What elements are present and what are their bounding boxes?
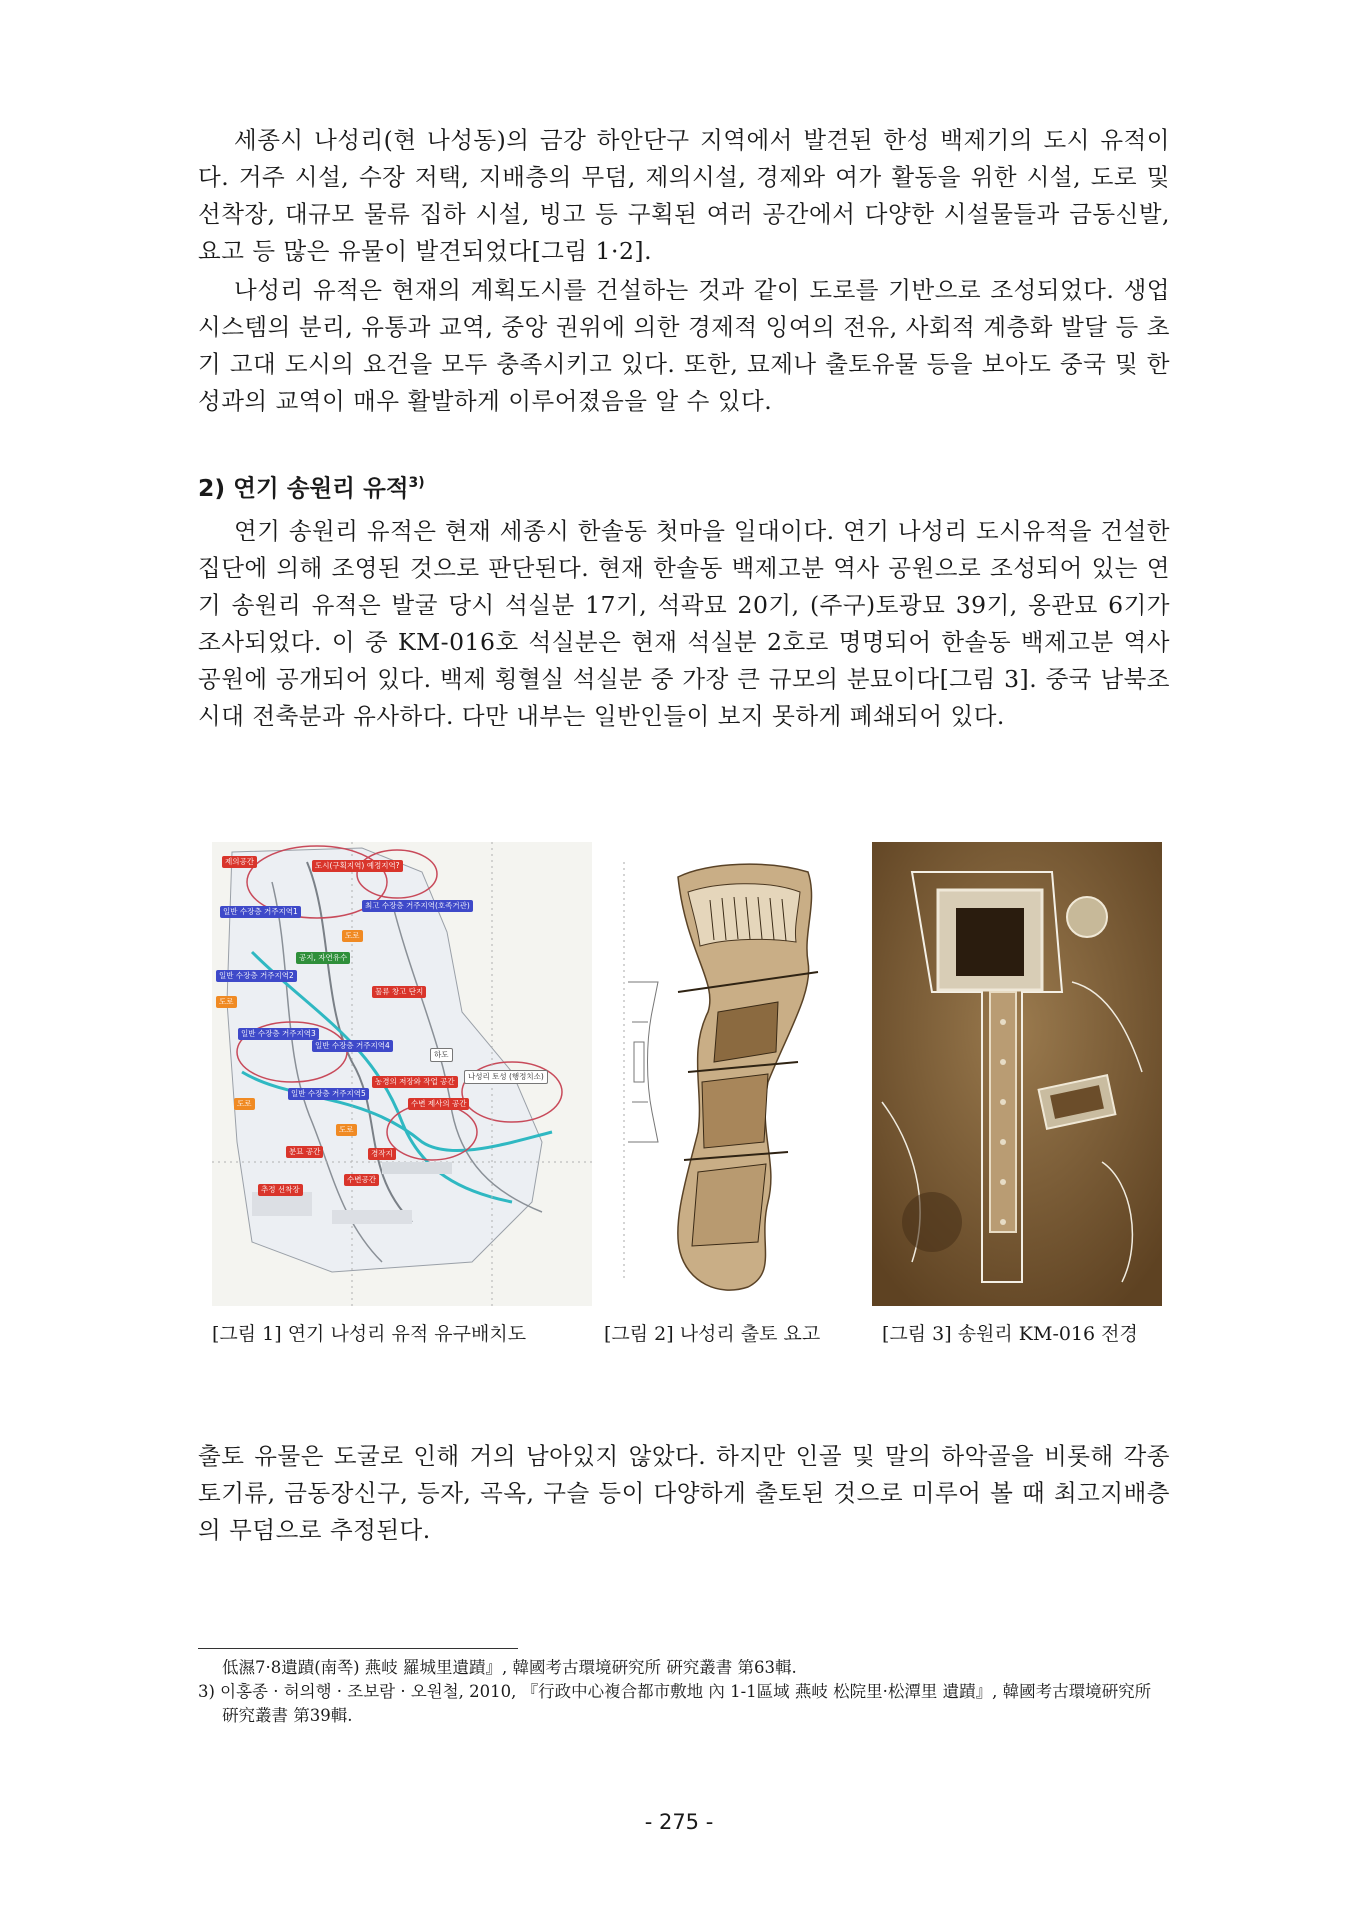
body-paragraph-2: 나성리 유적은 현재의 계획도시를 건설하는 것과 같이 도로를 기반으로 조성되었다. 생업 시스템의 분리, 유통과 교역, 중앙 권위에 의한 경제적 잉여의 전유, 사회적 계층화 발달 등 초기 고대 도시의 요건을 모두 충족시키고 있다. 또한, 묘제나 출토유물 등을 보아도 중국 및 한성과의 교역이 매우 활발하게 이루어졌음을 알 수 있다. [198,276,1170,415]
map-label-landing-site: 추정 선착장 [258,1184,303,1196]
figure-2-drum-photo [618,842,848,1306]
footnote-2-continuation: 低濕7·8遺蹟(南쪽) 燕岐 羅城里遺蹟』, 韓國考古環境硏究所 硏究叢書 第63輯. [222,1658,797,1677]
map-label-residence-2: 일반 수장층 거주지역2 [216,970,297,982]
map-label-ritual-space: 제의공간 [222,856,257,868]
footnote-ref-3: 3) [408,475,425,491]
map-label-waterside-ritual: 수변 제사의 공간 [408,1098,469,1110]
map-label-chief-residence: 최고 수장층 거주지역(호족거관) [362,900,473,912]
map-label-river: 하도 [430,1048,453,1062]
section-heading [198,465,425,507]
map-label-residence-1: 일반 수장층 거주지역1 [220,906,301,918]
section-heading-text: 2) 연기 송원리 유적 [198,473,409,502]
footnote-3: 3) 이홍종 · 허의행 · 조보람 · 오원철, 2010, 『行政中心複合都市敷地 內 1-1區域 燕岐 松院里·松潭里 遺蹟』, 韓國考古環境硏究所 硏究叢書 第39輯. [198,1682,1152,1725]
body-paragraph-4: 출토 유물은 도굴로 인해 거의 남아있지 않았다. 하지만 인골 및 말의 하악골을 비롯해 각종 토기류, 금동장신구, 등자, 곡옥, 구슬 등이 다양하게 출토된 것으로 미루어 볼 때 최고지배층의 무덤으로 추정된다. [198,1442,1170,1544]
drum-fragment-illustration [618,842,848,1306]
map-label-road-2: 도로 [216,996,237,1008]
caption-figure-3: [그림 3] 송원리 KM-016 전경 [882,1323,1138,1345]
tomb-aerial-illustration [872,842,1162,1306]
figure-3-tomb-photo [872,842,1162,1306]
map-label-road-3: 도로 [234,1098,255,1110]
map-label-open-space: 공지, 자연유수 [296,952,350,964]
body-paragraph-3: 연기 송원리 유적은 현재 세종시 한솔동 첫마을 일대이다. 연기 나성리 도시유적을 건설한 집단에 의해 조영된 것으로 판단된다. 현재 한솔동 백제고분 역사 공원으로 조성되어 있는 연기 송원리 유적은 발굴 당시 석실분 17기, 석곽묘 20기, (주구)토광묘 39기, 옹관묘 6기가 조사되었다. 이 중 KM-016호 석실분은 현재 석실분 2호로 명명되어 한솔동 백제고분 역사공원에 공개되어 있다. 백제 횡혈실 석실분 중 가장 큰 규모의 분묘이다[그림 3]. 중국 남북조시대 전축분과 유사하다. 다만 내부는 일반인들이 보지 못하게 폐쇄되어 있다. [198,517,1170,730]
footnote-divider [198,1648,518,1649]
map-label-road-1: 도로 [342,930,363,942]
map-label-farmland: 경작지 [368,1148,396,1160]
map-label-residence-4: 일반 수장층 거주지역4 [312,1040,393,1052]
map-label-residence-5: 일반 수장층 거주지역5 [288,1088,369,1100]
map-label-burial-space: 분묘 공간 [286,1146,323,1158]
map-label-residence-3: 일반 수장층 거주지역3 [238,1028,319,1040]
caption-figure-1: [그림 1] 연기 나성리 유적 유구배치도 [212,1323,527,1345]
map-label-warehouse: 물류 창고 단지 [372,986,426,998]
map-label-road-4: 도로 [336,1124,357,1136]
footnotes [198,1656,1170,1728]
figure-1-site-map [212,842,592,1306]
map-label-planned-city: 도시(구획지역) 예정지역? [312,860,403,872]
page-number: - 275 - [644,1810,714,1834]
map-label-work-space: 농경의 저장와 작업 공간 [372,1076,458,1088]
body-paragraph-1: 세종시 나성리(현 나성동)의 금강 하안단구 지역에서 발견된 한성 백제기의 도시 유적이다. 거주 시설, 수장 저택, 지배층의 무덤, 제의시설, 경제와 여가 활동을 위한 시설, 도로 및 선착장, 대규모 물류 집하 시설, 빙고 등 구획된 여러 공간에서 다양한 시설물들과 금동신발, 요고 등 많은 유물이 발견되었다[그림 1·2]. [198,126,1170,265]
map-label-waterside-space: 수변공간 [344,1174,379,1186]
caption-figure-2: [그림 2] 나성리 출토 요고 [604,1323,821,1345]
map-label-earthen-fortress: 나성리 토성 (행정치소) [464,1070,548,1084]
